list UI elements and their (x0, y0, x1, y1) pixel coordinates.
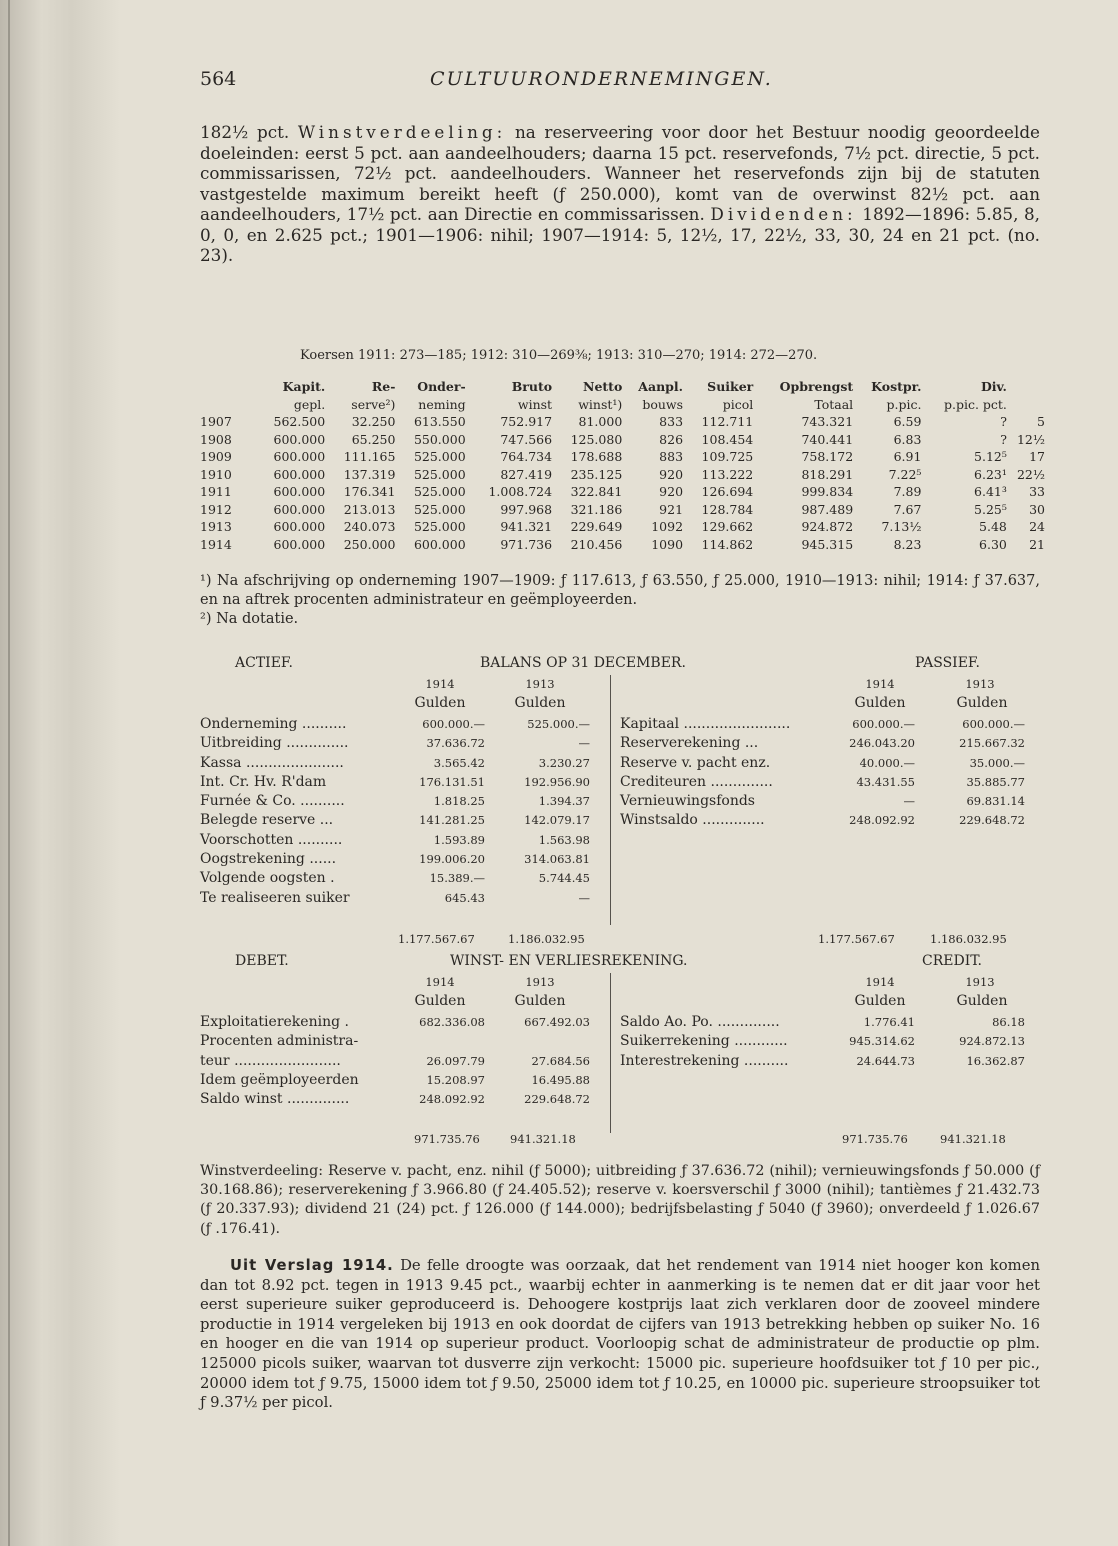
subheader-cell: neming (418, 396, 466, 412)
value-cell: 5 (1037, 414, 1045, 430)
ledger-label: Winstsaldo .............. (620, 812, 765, 829)
winstverdeeling-paragraph (200, 1162, 1040, 1239)
value-cell: 525.000 (413, 484, 466, 500)
ledger-row-right (200, 1032, 1045, 1051)
page-header (200, 68, 1045, 104)
value-cell: 113.222 (701, 466, 754, 482)
ledger-row-right (200, 811, 1045, 830)
ledger-value-1913: 600.000.— (962, 717, 1025, 731)
value-cell: 1090 (651, 536, 684, 552)
ledger-value-1914: 248.092.92 (849, 813, 915, 828)
value-cell: 128.784 (701, 501, 754, 517)
value-cell: 997.968 (500, 501, 553, 517)
value-cell: 125.080 (570, 431, 623, 447)
value-cell: 5.48 (979, 519, 1007, 535)
subheader-cell (200, 396, 255, 414)
ledger-row-right (200, 1052, 1045, 1071)
value-cell: 229.649 (570, 519, 623, 535)
value-cell: 758.172 (801, 449, 854, 465)
ledger-label: Onderneming .......... (200, 716, 347, 732)
pl-unit-right-2: Gulden (956, 993, 1008, 1009)
winst-label: Winstverdeeling: (297, 122, 507, 142)
pl-unit-left-1: Gulden (414, 993, 466, 1009)
value-cell: 740.441 (801, 431, 854, 447)
ledger-value-1913: 3.230.27 (538, 755, 590, 770)
unit-right-1: Gulden (854, 695, 906, 711)
winstverdeeling-text: Winstverdeeling: Reserve v. pacht, enz. nihil (ƒ 5000); uitbreiding ƒ 37.636.72 (nihil); vernieuwingsfonds ƒ 50.000 (ƒ 30.168.86); reserverekening ƒ 3.966.80 (ƒ 24.405.52); reserve v. koersverschil ƒ 3000 (nihil); tantièmes ƒ 21.432.73 (ƒ 20.337.93); dividend 21 (24) pct. ƒ 126.000 (ƒ 144.000); bedrijfsbelasting ƒ 5040 (ƒ 3960); onverdeeld ƒ 1.026.67 (ƒ .176.41). (200, 1163, 1040, 1237)
ledger-label: Idem geëmployeerden (200, 1071, 359, 1088)
header-cell: Suiker (707, 379, 754, 395)
header-cell: Kapit. (282, 379, 326, 395)
value-cell: 5.12⁵ (974, 449, 1007, 465)
ledger-label: teur ........................ (200, 1052, 341, 1069)
value-cell: 250.000 (343, 536, 396, 552)
value-cell: 6.91 (893, 449, 922, 465)
winst-text: na reserveering voor door het Bestuur noodig geoordeelde doeleinden: eerst 5 pct. aan aandeelhouders; daarna 15 pct. reservefonds, 7½ pct. directie, 5 pct. commissarissen, 72½ pct. aandeelhouders. Wanneer het reservefonds zijn bij de statuten vastgestelde maximum bereikt heeft (ƒ 250.000), komt van de overwinst 82½ pct. aan aandeelhouders, 17½ pct. aan Directie en commissarissen. (200, 122, 1040, 224)
ledger-value-1914: 600.000.— (852, 717, 915, 731)
value-cell: 1.008.724 (488, 484, 553, 500)
verslag-paragraph (200, 1256, 1040, 1413)
pl-unit-right-1: Gulden (854, 993, 906, 1009)
footnote-1: ¹) Na afschrijving op onderneming 1907—1909: ƒ 117.613, ƒ 63.550, ƒ 25.000, 1910—1913: nihil; 1914: ƒ 37.637, en na aftrek procenten administrateur en geëmployeerden. (200, 573, 1040, 608)
ledger-value-1913: 215.667.32 (959, 736, 1025, 751)
value-cell: 7.67 (893, 501, 922, 517)
ledger-value-1914: 248.092.92 (419, 1092, 485, 1107)
unit-right-2: Gulden (956, 695, 1008, 711)
ledger-label: Saldo winst .............. (200, 1091, 350, 1108)
ledger-row-left (200, 850, 1045, 869)
ledger-value-1913: 5.744.45 (538, 871, 590, 886)
value-cell: 945.315 (801, 536, 854, 552)
value-cell: 600.000 (273, 519, 326, 535)
value-cell: 235.125 (570, 466, 623, 482)
ledger-value-1913: 16.495.88 (531, 1072, 590, 1087)
passief-title: PASSIEF. (915, 655, 980, 671)
value-cell: 1092 (651, 519, 684, 535)
value-cell: 213.013 (343, 501, 396, 517)
pl-total-right-1914: 971.735.76 (842, 1132, 908, 1146)
value-cell: 176.341 (343, 484, 396, 500)
ledger-row-left (200, 1090, 1045, 1109)
ledger-value-1914: 24.644.73 (856, 1053, 915, 1068)
ledger-value-1914: 141.281.25 (419, 813, 485, 828)
year-1913-left: 1913 (525, 677, 555, 691)
ledger-value-1913: 229.648.72 (959, 813, 1025, 828)
value-cell: 7.89 (893, 484, 922, 500)
ledger-row-left (200, 831, 1045, 850)
value-cell: 240.073 (343, 519, 396, 535)
pl-total-left-1913: 941.321.18 (510, 1132, 576, 1146)
pl-year-row (200, 973, 1045, 992)
table-header-row-1 (200, 378, 1045, 396)
value-cell: 21 (1029, 536, 1045, 552)
balance-total-right-1914: 1.177.567.67 (818, 932, 895, 946)
value-cell: 613.550 (413, 414, 466, 430)
ledger-value-1914: 600.000.— (422, 717, 485, 731)
pl-total-right-1913: 941.321.18 (940, 1132, 1006, 1146)
subheader-cell: p.pic. (886, 396, 922, 412)
value-cell: 321.186 (570, 501, 623, 517)
ledger-row-left (200, 889, 1045, 908)
ledger-value-1914: 176.131.51 (419, 774, 485, 789)
ledger-value-1914: 246.043.20 (849, 736, 915, 751)
value-cell: 12½ (1016, 431, 1045, 447)
table-row (200, 448, 1045, 466)
table-body (200, 413, 1045, 553)
actief-title: ACTIEF. (235, 655, 293, 671)
credit-list (200, 1013, 1045, 1071)
ledger-value-1914: 1.818.25 (433, 794, 485, 809)
header-cell: Kostpr. (871, 379, 922, 395)
value-cell: 126.694 (701, 484, 754, 500)
ledger-value-1914: 682.336.08 (419, 1015, 485, 1029)
ledger-label: Vernieuwingsfonds (620, 793, 755, 810)
value-cell: 81.000 (578, 414, 623, 430)
year-1914-right: 1914 (865, 677, 895, 691)
value-cell: 17 (1029, 449, 1045, 465)
value-cell: 111.165 (343, 449, 396, 465)
ledger-value-1913: 69.831.14 (966, 794, 1025, 809)
table-row (200, 466, 1045, 484)
value-cell: 112.711 (701, 414, 754, 430)
intro-pre: 182½ pct. (200, 122, 298, 142)
value-cell: 7.22⁵ (888, 466, 922, 482)
balance-total-left-1913: 1.186.032.95 (508, 932, 585, 946)
ledger-row-right (200, 754, 1045, 773)
value-cell: 941.321 (500, 519, 553, 535)
value-cell: 752.917 (500, 414, 553, 430)
value-cell: 210.456 (570, 536, 623, 552)
year-cell: 1911 (200, 484, 232, 500)
value-cell: 600.000 (273, 466, 326, 482)
ledger-value-1913: 314.063.81 (524, 852, 590, 867)
subheader-cell: p.pic. pct. (943, 396, 1007, 412)
year-1914-left: 1914 (425, 677, 455, 691)
value-cell: 525.000 (413, 466, 466, 482)
intro-paragraph (200, 122, 1040, 266)
value-cell: 818.291 (801, 466, 854, 482)
ledger-value-1913: 667.492.03 (524, 1015, 590, 1029)
ledger-value-1914: 645.43 (444, 890, 485, 905)
balance-sheet (200, 655, 1045, 955)
balans-title: BALANS OP 31 DECEMBER. (480, 655, 686, 671)
ledger-value-1914: 1.593.89 (433, 832, 485, 847)
ledger-row-right (200, 773, 1045, 792)
ledger-value-1913: 16.362.87 (966, 1053, 1025, 1068)
header-cell (200, 378, 255, 396)
ledger-value-1914: 199.006.20 (419, 852, 485, 867)
value-cell: 114.862 (701, 536, 754, 552)
verslag-text: De felle droogte was oorzaak, dat het rendement van 1914 niet hooger kon komen dan tot 8.92 pct. tegen in 1913 9.45 pct., waarbij echter in aanmerking is te nemen dat er dit jaar voor het eerst superieure suiker geproduceerd is. Dehoogere kostprijs laat zich verklaren door de zooveel mindere productie in 1914 vergeleken bij 1913 en ook doordat de cijfers van 1913 betrekking hebben op suiker No. 16 en hooger en die van 1914 op superieur product. Voorloopig schat de administrateur de productie op plm. 125000 picols suiker, waarvan tot dusverre zijn verkocht: 15000 pic. superieure hoofdsuiker tot ƒ 10 per pic., 20000 idem tot ƒ 9.75, 15000 idem tot ƒ 9.50, 25000 idem tot ƒ 10.25, en 10000 pic. superieure stroopsuiker tot ƒ 9.37½ per picol. (200, 1257, 1040, 1412)
value-cell: 999.834 (801, 484, 854, 500)
header-cell: Aanpl. (638, 379, 684, 395)
ledger-label: Kapitaal ........................ (620, 716, 791, 732)
ledger-label: Voorschotten .......... (200, 831, 343, 848)
ledger-value-1914: 37.636.72 (426, 736, 485, 751)
value-cell: 30 (1029, 501, 1045, 517)
passief-list (200, 715, 1045, 831)
value-cell: 826 (659, 431, 684, 447)
ledger-label: Exploitatierekening . (200, 1014, 349, 1030)
ledger-label: Suikerrekening ............ (620, 1033, 788, 1050)
value-cell: 525.000 (413, 501, 466, 517)
ledger-row-left (200, 869, 1045, 888)
year-cell: 1912 (200, 501, 232, 517)
value-cell: 5.25⁵ (974, 501, 1007, 517)
ledger-label: Int. Cr. Hv. R'dam (200, 773, 327, 790)
ledger-value-1914: 3.565.42 (433, 755, 485, 770)
ledger-value-1913: 27.684.56 (531, 1053, 590, 1068)
value-cell: 920 (659, 484, 684, 500)
header-cell: Div. (980, 379, 1007, 395)
subheader-cell: bouws (642, 396, 684, 412)
balance-total-left-1914: 1.177.567.67 (398, 932, 475, 946)
value-cell: 920 (659, 466, 684, 482)
subheader-cell: serve²) (351, 396, 396, 412)
value-cell: 525.000 (413, 519, 466, 535)
ledger-value-1913: 1.563.98 (538, 832, 590, 847)
value-cell: 921 (659, 501, 684, 517)
pl-titles (200, 953, 1045, 973)
footnote-2: ²) Na dotatie. (200, 611, 299, 627)
ledger-value-1914: 43.431.55 (856, 774, 915, 789)
ledger-value-1914: 1.776.41 (863, 1015, 915, 1029)
table-row (200, 431, 1045, 449)
ledger-label: Reserve v. pacht enz. (620, 754, 771, 771)
ledger-value-1913: — (578, 736, 590, 751)
ledger-value-1913: 229.648.72 (524, 1092, 590, 1107)
ledger-value-1913: 35.000.— (969, 755, 1025, 770)
value-cell: 743.321 (801, 414, 854, 430)
page-number: 564 (200, 68, 237, 90)
book-binding-shadow (0, 0, 120, 1546)
value-cell: 22½ (1016, 466, 1045, 482)
table-row (200, 501, 1045, 519)
value-cell: 6.41³ (974, 484, 1007, 500)
ledger-value-1914: 945.314.62 (849, 1034, 915, 1049)
ledger-row-right (200, 715, 1045, 734)
page-title: CULTUURONDERNEMINGEN. (430, 68, 773, 90)
ledger-value-1914: 15.208.97 (426, 1072, 485, 1087)
value-cell: 65.250 (351, 431, 396, 447)
table-row (200, 536, 1045, 554)
ledger-label: Volgende oogsten . (200, 870, 335, 887)
ledger-value-1914: 26.097.79 (426, 1053, 485, 1068)
credit-title: CREDIT. (922, 953, 982, 969)
value-cell: 747.566 (500, 431, 553, 447)
pl-total-left-1914: 971.735.76 (414, 1132, 480, 1146)
ledger-value-1913: 924.872.13 (959, 1034, 1025, 1049)
value-cell: ? (1000, 431, 1007, 447)
koersen-line: Koersen 1911: 273—185; 1912: 310—269⅜; 1913: 310—270; 1914: 272—270. (300, 348, 818, 363)
yearly-results-table (200, 378, 1045, 553)
subheader-cell: picol (722, 396, 754, 412)
value-cell: 24 (1029, 519, 1045, 535)
ledger-value-1914: — (903, 794, 915, 809)
ledger-value-1914: 15.389.— (429, 871, 485, 886)
table-row (200, 413, 1045, 431)
ledger-label: Interestrekening .......... (620, 1052, 789, 1069)
header-cell: Bruto (511, 379, 553, 395)
ledger-label: Saldo Ao. Po. .............. (620, 1014, 780, 1030)
value-cell: 550.000 (413, 431, 466, 447)
value-cell: 178.688 (570, 449, 623, 465)
ledger-value-1913: — (578, 890, 590, 905)
table-header-row-2 (200, 396, 1045, 414)
ledger-row-right (200, 792, 1045, 811)
year-cell: 1909 (200, 449, 232, 465)
ledger-value-1913: 192.956.90 (524, 774, 590, 789)
dividend-text: 1892—1896: 5.85, 8, 0, 0, en 2.625 pct.; 1901—1906: nihil; 1907—1914: 5, 12½, 17, 22½, 33, 30, 24 en 21 pct. (no. 23). (200, 204, 1040, 265)
value-cell: 600.000 (273, 501, 326, 517)
value-cell: 833 (659, 414, 684, 430)
ledger-label: Oogstrekening ...... (200, 851, 337, 868)
year-cell: 1914 (200, 536, 232, 552)
subheader-cell: Totaal (814, 396, 854, 412)
balance-titles (200, 655, 1045, 675)
value-cell: 883 (659, 449, 684, 465)
ledger-label: Procenten administra- (200, 1033, 359, 1050)
balance-unit-row (200, 694, 1045, 713)
document-page (200, 60, 1045, 1480)
pl-unit-row (200, 992, 1045, 1011)
ledger-label: Uitbreiding .............. (200, 735, 349, 752)
unit-left-2: Gulden (514, 695, 566, 711)
value-cell: 525.000 (413, 449, 466, 465)
value-cell: 764.734 (500, 449, 553, 465)
year-1913-right: 1913 (965, 677, 995, 691)
table-row (200, 483, 1045, 501)
subheader-cell: winst¹) (578, 396, 623, 412)
ledger-label: Crediteuren .............. (620, 773, 773, 790)
value-cell: 600.000 (413, 536, 466, 552)
ledger-label: Belegde reserve ... (200, 812, 334, 829)
value-cell: 6.23¹ (974, 466, 1007, 482)
header-cell: Onder- (417, 379, 466, 395)
pl-year-1914-left: 1914 (425, 975, 455, 989)
ledger-value-1914: 40.000.— (859, 755, 915, 770)
value-cell: 129.662 (701, 519, 754, 535)
year-cell: 1910 (200, 466, 232, 482)
header-cell: Netto (583, 379, 623, 395)
header-cell: Opbrengst (779, 379, 854, 395)
value-cell: 32.250 (351, 414, 396, 430)
subheader-cell: winst (517, 396, 553, 412)
year-cell: 1908 (200, 431, 232, 447)
value-cell: 137.319 (343, 466, 396, 482)
winst-verlies-title: WINST- EN VERLIESREKENING. (450, 953, 688, 969)
pl-year-1913-left: 1913 (525, 975, 555, 989)
unit-left-1: Gulden (414, 695, 466, 711)
value-cell: 924.872 (801, 519, 854, 535)
ledger-row-right (200, 734, 1045, 753)
value-cell: 971.736 (500, 536, 553, 552)
balance-total-right-1913: 1.186.032.95 (930, 932, 1007, 946)
ledger-label: Furnée & Co. .......... (200, 793, 345, 810)
value-cell: 600.000 (273, 449, 326, 465)
debet-title: DEBET. (235, 953, 289, 969)
year-cell: 1907 (200, 414, 232, 430)
value-cell: 600.000 (273, 484, 326, 500)
value-cell: 108.454 (701, 431, 754, 447)
table-row (200, 518, 1045, 536)
value-cell: 8.23 (893, 536, 922, 552)
ledger-label: Reserverekening ... (620, 735, 759, 752)
year-cell: 1913 (200, 519, 232, 535)
ledger-value-1913: 142.079.17 (524, 813, 590, 828)
value-cell: 987.489 (801, 501, 854, 517)
pl-year-1913-right: 1913 (965, 975, 995, 989)
pl-unit-left-2: Gulden (514, 993, 566, 1009)
verslag-lead: Uit Verslag 1914. (230, 1257, 394, 1274)
profit-loss-account (200, 953, 1045, 1153)
ledger-value-1913: 525.000.— (527, 717, 590, 731)
value-cell: 600.000 (273, 536, 326, 552)
value-cell: 6.83 (893, 431, 922, 447)
value-cell: 109.725 (701, 449, 754, 465)
value-cell: 562.500 (273, 414, 326, 430)
value-cell: 7.13½ (881, 519, 922, 535)
ledger-value-1913: 35.885.77 (966, 774, 1025, 789)
ledger-label: Kassa ...................... (200, 754, 344, 771)
ledger-value-1913: 1.394.37 (538, 794, 590, 809)
balance-year-row (200, 675, 1045, 694)
subheader-cell: gepl. (293, 396, 326, 412)
dividend-label: Dividenden: (710, 204, 857, 224)
value-cell: 33 (1029, 484, 1045, 500)
value-cell: 6.59 (893, 414, 922, 430)
header-cell: Re- (371, 379, 396, 395)
value-cell: ? (1000, 414, 1007, 430)
value-cell: 322.841 (570, 484, 623, 500)
value-cell: 827.419 (500, 466, 553, 482)
binding-edge (8, 0, 10, 1546)
ledger-row-left (200, 1071, 1045, 1090)
ledger-value-1913: 86.18 (992, 1015, 1025, 1029)
ledger-label: Te realiseeren suiker (200, 889, 350, 906)
value-cell: 6.30 (979, 536, 1007, 552)
pl-year-1914-right: 1914 (865, 975, 895, 989)
value-cell: 600.000 (273, 431, 326, 447)
ledger-row-right (200, 1013, 1045, 1032)
footnotes (200, 572, 1040, 629)
